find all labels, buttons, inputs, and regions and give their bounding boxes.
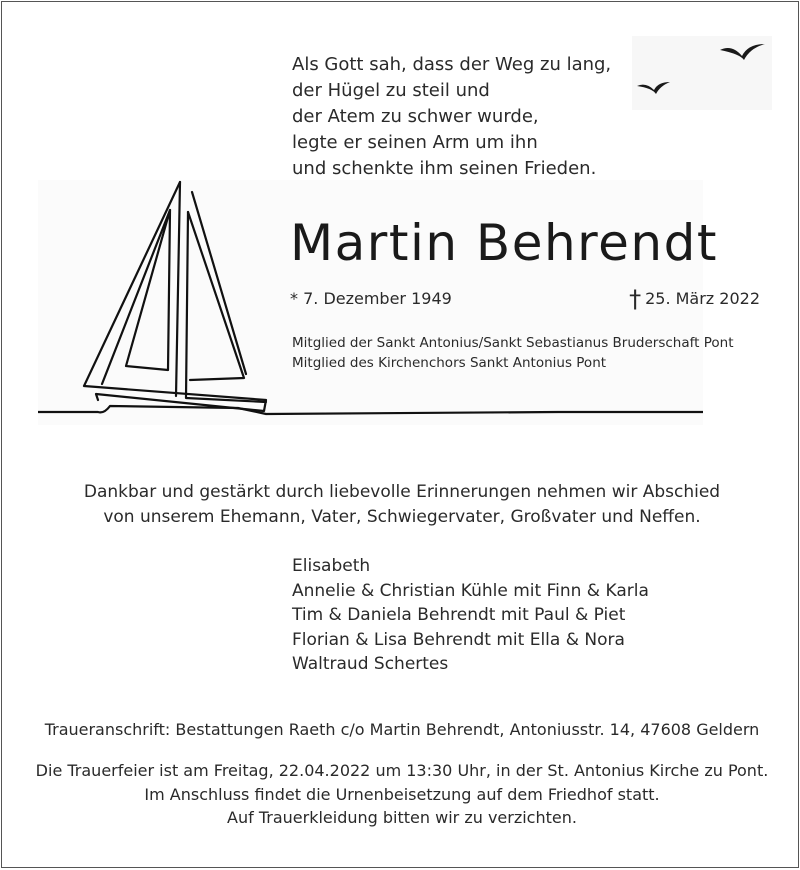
mourning-address: Traueranschrift: Bestattungen Raeth c/o Martin Behrendt, Antoniusstr. 14, 47608 Geldern (44, 720, 760, 739)
family-member: Annelie & Christian Kühle mit Finn & Karla (292, 580, 649, 601)
ceremony-info (2, 759, 800, 830)
poem-line: und schenkte ihm seinen Frieden. (292, 158, 597, 179)
cross-icon: † (629, 285, 642, 313)
family-member: Elisabeth (292, 556, 371, 576)
poem-line: der Atem zu schwer wurde, (292, 106, 539, 127)
family-member: Florian & Lisa Behrendt mit Ella & Nora (292, 629, 625, 650)
membership-line: Mitglied des Kirchenchors Sankt Antonius Pont (292, 355, 607, 371)
poem (292, 52, 652, 182)
ceremony-line: Die Trauerfeier ist am Freitag, 22.04.2022 um 13:30 Uhr, in der St. Antonius Kirche zu Pont. (35, 761, 769, 780)
membership-line: Mitglied der Sankt Antonius/Sankt Sebastianus Bruderschaft Pont (292, 335, 734, 351)
family-member: Tim & Daniela Behrendt mit Paul & Piet (292, 605, 626, 625)
memberships (292, 333, 734, 373)
thanks-line: von unserem Ehemann, Vater, Schwiegervater, Großvater und Neffen. (103, 507, 701, 527)
deceased-name: Martin Behrendt (290, 214, 718, 272)
obituary-card (1, 1, 799, 868)
family-list (292, 554, 649, 677)
birds-illustration (632, 36, 772, 110)
birth-date: * 7. Dezember 1949 (290, 289, 452, 308)
ceremony-line: Auf Trauerkleidung bitten wir zu verzichten. (227, 808, 577, 827)
thanks-message (2, 480, 800, 530)
poem-line: legte er seinen Arm um ihn (292, 132, 538, 153)
ceremony-line: Im Anschluss findet die Urnenbeisetzung auf dem Friedhof statt. (144, 784, 660, 804)
family-member: Waltraud Schertes (292, 654, 449, 674)
poem-line: Als Gott sah, dass der Weg zu lang, (292, 54, 612, 75)
death-date (629, 285, 760, 313)
poem-line: der Hügel zu steil und (292, 80, 490, 101)
death-date-text: 25. März 2022 (645, 289, 760, 308)
thanks-line: Dankbar und gestärkt durch liebevolle Erinnerungen nehmen wir Abschied (83, 482, 721, 502)
